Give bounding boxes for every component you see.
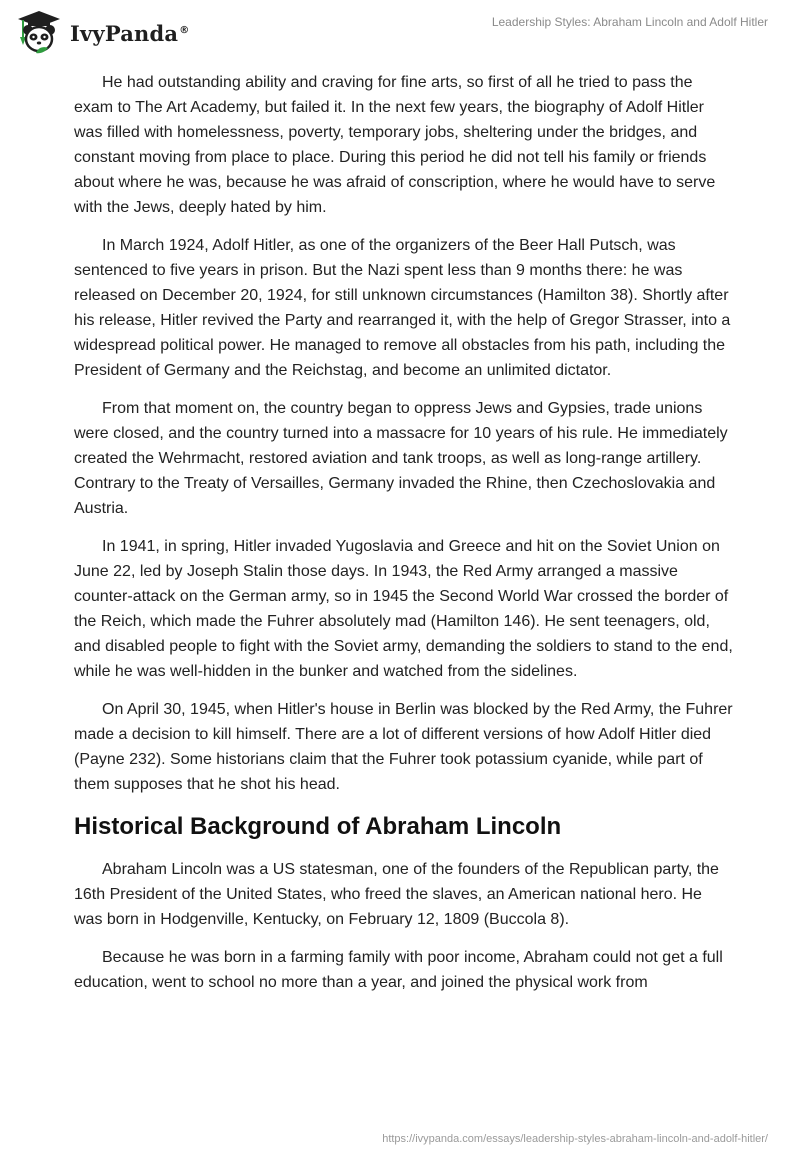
paragraph: On April 30, 1945, when Hitler's house in Berlin was blocked by the Red Army, the Fuhrer made a decision to kill himself. There are a lot of different versions of how Adolf Hitler died (Payne 232). Some historians claim that the Fuhrer took potassium cyanide, while part of them supposes that he shot his head.	[74, 701, 733, 793]
paragraph: Because he was born in a farming family with poor income, Abraham could not get a full education, went to school no more than a year, and joined the physical work from	[74, 949, 723, 991]
paragraph: Abraham Lincoln was a US statesman, one of the founders of the Republican party, the 16th President of the United States, who freed the slaves, an American national hero. He was born in Hodgenville, Kentucky, on February 12, 1809 (Buccola 8).	[74, 861, 719, 928]
ivypanda-logo[interactable]	[14, 9, 189, 55]
paragraph: He had outstanding ability and craving for fine arts, so first of all he tried to pass the exam to The Art Academy, but failed it. In the next few years, the biography of Adolf Hitler was filled with homelessness, poverty, temporary jobs, sheltering under the bridges, and constant moving from place to place. During this period he did not tell his family or friends about where he was, because he was afraid of conscription, where he would have to serve with the Jews, deeply hated by him.	[74, 74, 716, 216]
source-url[interactable]: https://ivypanda.com/essays/leadership-styles-abraham-lincoln-and-adolf-hitler/	[382, 1133, 768, 1145]
registered-mark: ®	[179, 24, 190, 36]
logo-text: IvyPanda	[70, 20, 179, 46]
paragraph: From that moment on, the country began to oppress Jews and Gypsies, trade unions were closed, and the country turned into a massacre for 10 years of his rule. He immediately created the Wehrmacht, restored aviation and tank troops, as well as long-range artillery. Contrary to the Treaty of Versailles, Germany invaded the Rhine, then Czechoslovakia and Austria.	[74, 400, 728, 517]
logo-wordmark	[70, 21, 189, 46]
panda-graduate-icon	[14, 9, 64, 55]
page-header	[0, 0, 800, 60]
document-title: Leadership Styles: Abraham Lincoln and Adolf Hitler	[491, 15, 768, 29]
paragraph: In March 1924, Adolf Hitler, as one of the organizers of the Beer Hall Putsch, was sentenced to five years in prison. But the Nazi spent less than 9 months there: he was released on December 20, 1924, for still unknown circumstances (Hamilton 38). Shortly after his release, Hitler revived the Party and rearranged it, with the help of Gregor Strasser, into a widespread political power. He managed to remove all obstacles from his path, including the President of Germany and the Reichstag, and become an unlimited dictator.	[74, 237, 731, 379]
paragraph: In 1941, in spring, Hitler invaded Yugoslavia and Greece and hit on the Soviet Union on June 22, led by Joseph Stalin those days. In 1943, the Red Army arranged a massive counter-attack on the German army, so in 1945 the Second World War crossed the border of the Reich, which made the Fuhrer absolutely mad (Hamilton 146). He sent teenagers, old, and disabled people to fight with the Soviet army, demanding the soldiers to stand to the end, while he was well-hidden in the bunker and watched from the sidelines.	[74, 538, 733, 680]
essay-body	[74, 70, 734, 1008]
section-heading: Historical Background of Abraham Lincoln	[74, 813, 562, 840]
